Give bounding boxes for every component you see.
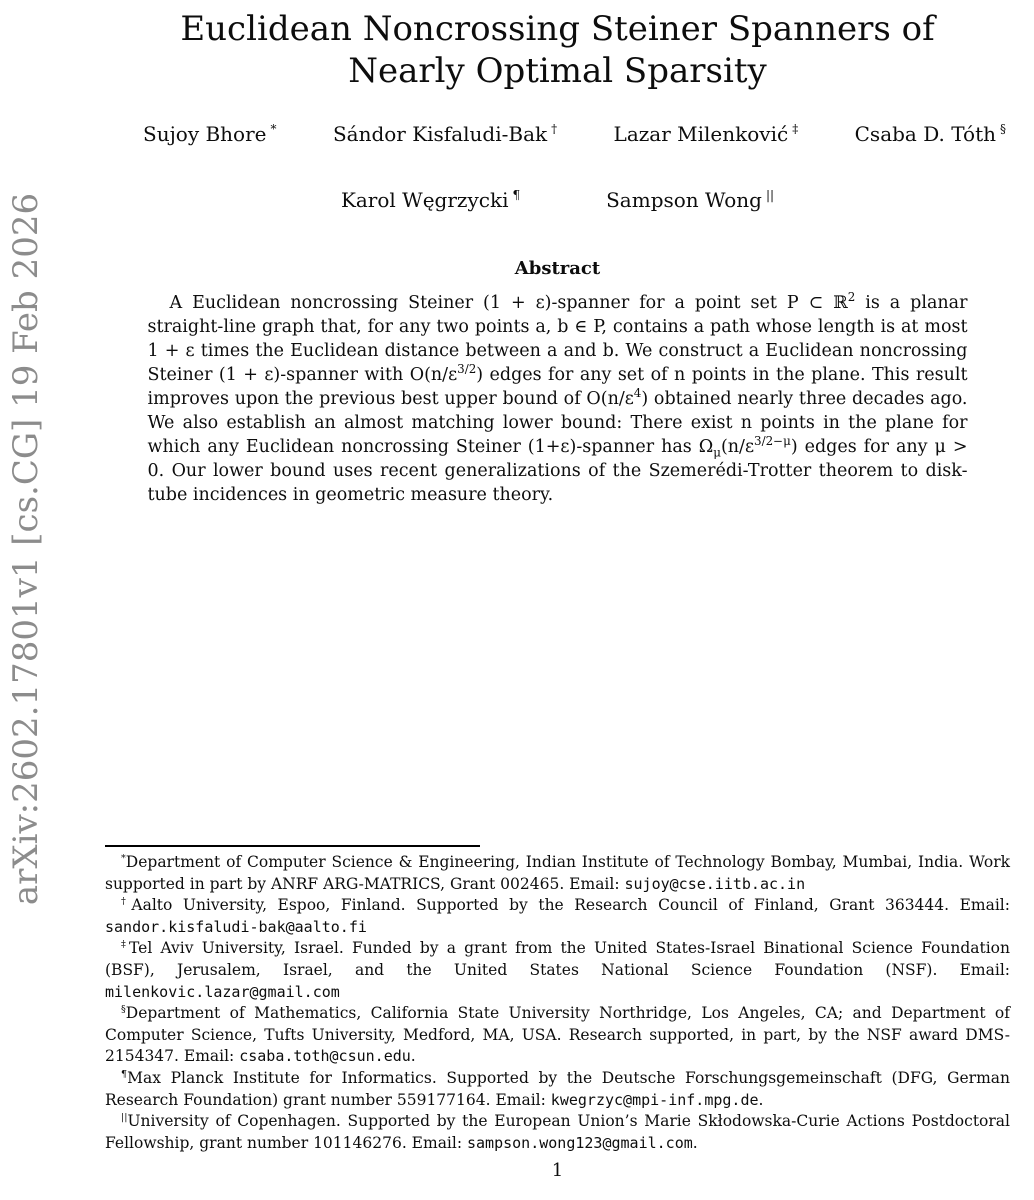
footnote [105,852,1010,895]
abstract-text [148,291,968,507]
email-text: csaba.toth@csun.edu [239,1047,411,1066]
abstract-heading: Abstract [514,258,601,279]
author-sandor-kisfaludi-bak [333,122,557,146]
footnote-text: Aalto University, Espoo, Finland. Supported by the Research Council of Finland, Grant 363444. Email: [131,896,1010,915]
footnote-text: Department of Computer Science & Engineering, Indian Institute of Technology Bombay, Mumbai, India. Work supported in part by ANRF ARG-MATRICS, Grant 002465. Email: [105,853,1010,893]
text-segment: (n/ε [720,437,755,457]
footnote-mark: ‡ [121,939,130,951]
text-segment: ) obtained nearly three decades ago. We also establish an almost matching lower bound: There exist n points in the plane for which any Euclidean noncrossing Steiner (1+ε)-spanner has Ω [147,389,968,457]
email-text: sujoy@cse.iitb.ac.in [624,874,806,893]
footnote-rule [105,845,480,847]
author-name: Karol Węgrzycki [340,188,509,212]
author-name: Csaba D. Tóth [854,122,996,146]
text-segment: 2 [847,290,856,305]
footnote [105,938,1010,1003]
footnote-text: Tel Aviv University, Israel. Funded by a grant from the United States-Israel Binational Science Foundation (BSF), Jerusalem, Israel, and the United States National Science Foundation (NSF). Email: [105,939,1010,979]
title-line-2: Nearly Optimal Sparsity [348,51,767,91]
author-karol-wegrzycki [341,188,520,212]
page-number: 1 [551,1160,564,1181]
author-row-1 [105,122,1010,146]
author-row-2 [105,188,1010,212]
footnote-text: . [410,1047,416,1066]
footnote-text: University of Copenhagen. Supported by the European Union’s Marie Skłodowska-Curie Actions Postdoctoral Fellowship, grant number 101146276. Email: [105,1112,1010,1152]
arxiv-stamp: arXiv:2602.17801v1 [cs.CG] 19 Feb 2026 [6,192,46,906]
email-text: kwegrzyc@mpi-inf.mpg.de [550,1090,759,1109]
text-segment: ) edges for any set of n points in the plane. This result improves upon the previous best upper bound of O(n/ε [147,365,968,409]
footnote-mark: ¶ [121,1068,128,1080]
author-footnote-mark: † [551,122,558,137]
text-segment: μ [713,445,721,460]
footnote-text: . [758,1090,764,1109]
author-footnote-mark: * [270,122,277,137]
email-text: sandor.kisfaludi-bak@aalto.fi [105,917,367,936]
footnote-mark: || [121,1111,128,1123]
title-line-1: Euclidean Noncrossing Steiner Spanners of [180,9,935,49]
email-text: sampson.wong123@gmail.com [467,1133,693,1152]
author-name: Sándor Kisfaludi-Bak [332,122,548,146]
author-sampson-wong [606,188,774,212]
footnote [105,1111,1010,1154]
abstract-section [148,258,968,507]
text-segment: 3/2−μ [754,434,791,449]
footnote-text: Max Planck Institute for Informatics. Supported by the Deutsche Forschungsgemeinschaft (DFG, German Research Foundation) grant number 559177164. Email: [105,1068,1010,1109]
author-footnote-mark: ‡ [792,122,799,137]
text-segment: 3/2 [457,362,477,377]
text-segment: ) edges for any μ > 0. Our lower bound uses recent generalizations of the Szemerédi-Trotter theorem to disk-tube incidences in geometric measure theory. [147,437,968,505]
author-csaba-toth [855,122,1006,146]
author-name: Sujoy Bhore [143,122,267,146]
author-sujoy-bhore [143,122,277,146]
author-footnote-mark: || [765,188,775,203]
footnote-text: Department of Mathematics, California State University Northridge, Los Angeles, CA; and Department of Computer Science, Tufts University, Medford, MA, USA. Research supported, in part, by the NSF award DMS-2154347. Email: [105,1004,1010,1066]
text-segment: is a planar straight-line graph that, for any two points a, b ∈ P, contains a path whose length is at most 1 + ε times the Euclidean distance between a and b. We construct a Euclidean noncrossing Steiner (1 + ε)-spanner with O(n/ε [147,293,968,385]
author-footnote-mark: § [999,122,1006,137]
author-name: Lazar Milenković [613,122,789,146]
footnote-mark: § [121,1004,126,1015]
footnote-list [105,852,1010,1154]
email-text: milenkovic.lazar@gmail.com [105,982,340,1001]
footnote-text: . [692,1133,698,1152]
footnotes-section [105,845,1010,1154]
footnote-mark: * [121,852,126,864]
paper-title [105,8,1010,92]
footnote [105,1003,1010,1068]
author-name: Sampson Wong [606,188,762,212]
footnote [105,1068,1010,1111]
author-footnote-mark: ¶ [512,188,521,203]
text-segment: A Euclidean noncrossing Steiner (1 + ε)-spanner for a point set P ⊂ ℝ [169,293,848,313]
footnote-mark: † [121,896,132,908]
footnote [105,895,1010,938]
main-column [105,0,1010,1200]
author-lazar-milenkovic [614,122,799,146]
text-segment: 4 [633,386,642,401]
